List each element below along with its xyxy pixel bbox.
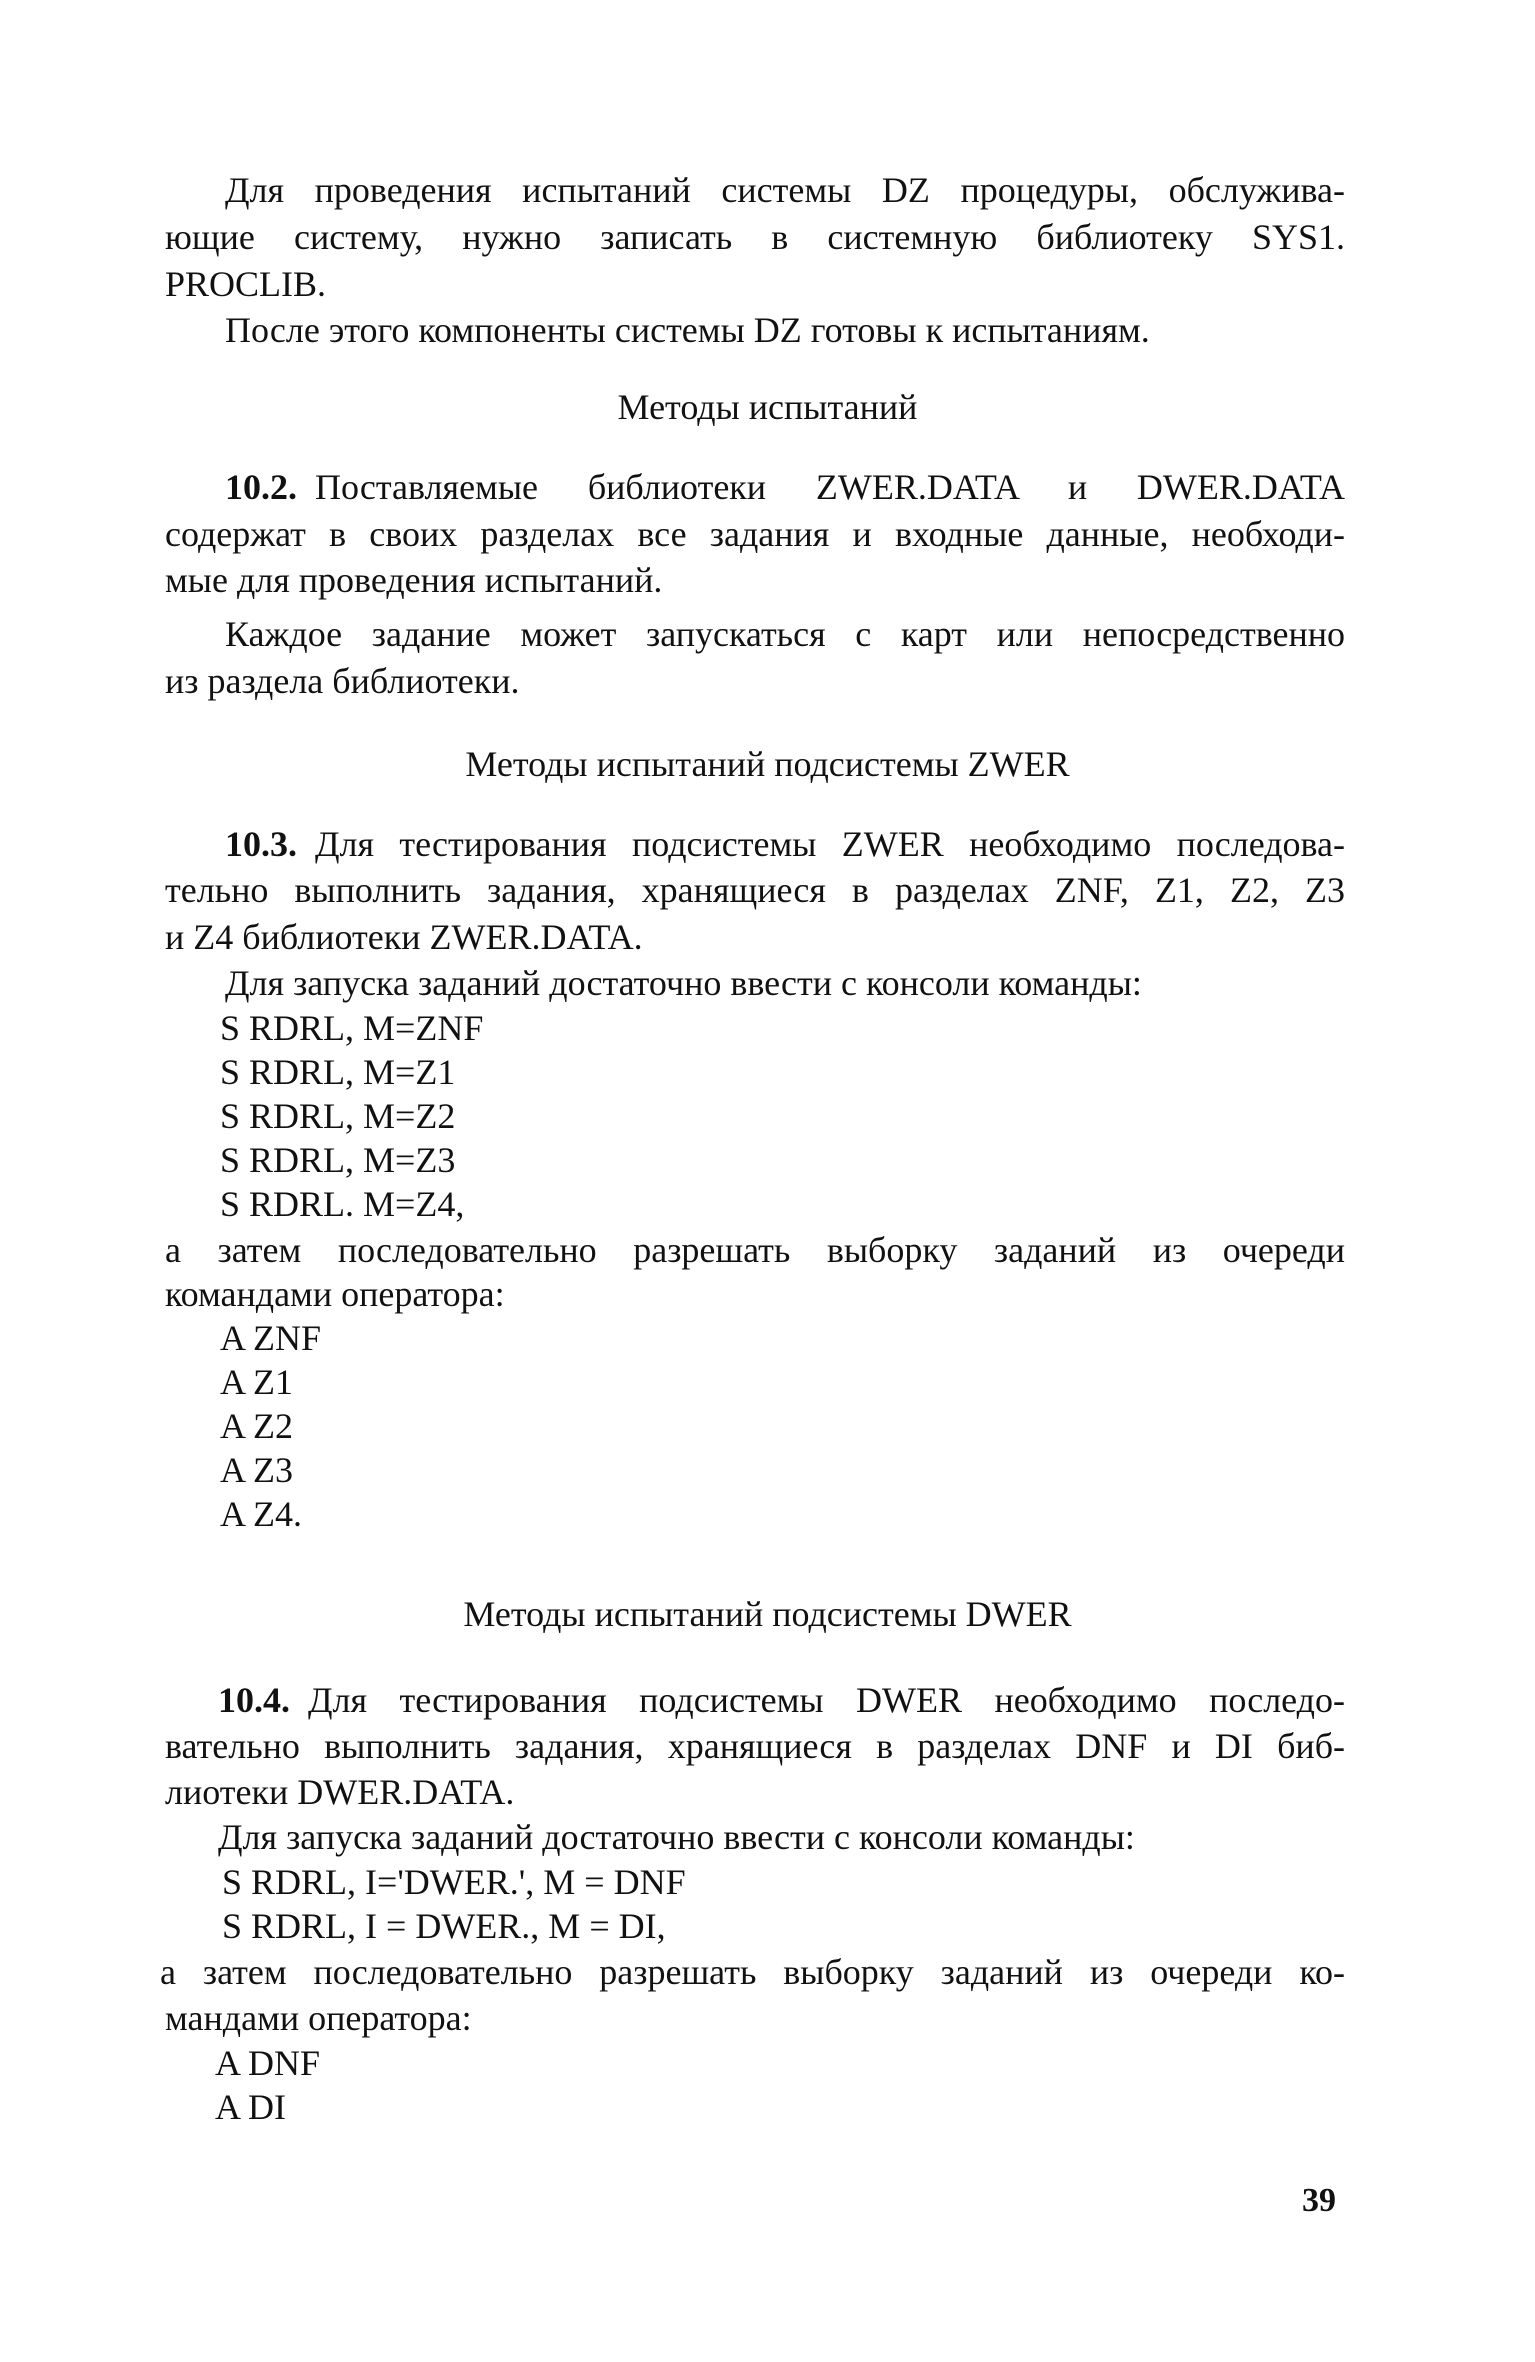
operator-command: A DI	[215, 2087, 286, 2127]
paragraph-2-line-5: из раздела библиотеки.	[165, 661, 520, 701]
section-heading-3: Методы испытаний подсистемы DWER	[463, 1594, 1072, 1634]
operator-command: A ZNF	[220, 1318, 322, 1358]
command-line: S RDRL, I='DWER.', M = DNF	[222, 1862, 686, 1902]
operator-command: A DNF	[215, 2043, 321, 2083]
paragraph-3-line-1	[225, 822, 1345, 866]
paragraph-1-line-1: Для проведения испытаний системы DZ процедуры, обслужива-	[225, 170, 1345, 210]
paragraph-2-line-4: Каждое задание может запускаться с карт или непосредственно	[225, 614, 1345, 654]
section-heading-2: Методы испытаний подсистемы ZWER	[465, 744, 1070, 784]
section-number-10-2: 10.2.	[225, 467, 297, 507]
operator-command: A Z2	[220, 1406, 294, 1446]
operator-command: A Z3	[220, 1450, 294, 1490]
paragraph-1-line-3: PROCLIB.	[165, 264, 327, 304]
command-line: S RDRL, M=ZNF	[220, 1008, 484, 1048]
paragraph-4-line-6: мандами оператора:	[165, 1998, 472, 2038]
paragraph-3-line-4: Для запуска заданий достаточно ввести с консоли команды:	[225, 963, 1142, 1003]
command-line: S RDRL, M=Z2	[220, 1096, 456, 1136]
paragraph-1-line-2: ющие систему, нужно записать в системную библиотеку SYS1.	[165, 217, 1345, 257]
paragraph-3-line-2: тельно выполнить задания, хранящиеся в разделах ZNF, Z1, Z2, Z3	[165, 870, 1345, 910]
command-line: S RDRL, M=Z1	[220, 1052, 456, 1092]
command-line: S RDRL, I = DWER., M = DI,	[222, 1906, 666, 1946]
paragraph-4-line-1	[218, 1678, 1345, 1722]
paragraph-2-line-1-text: Поставляемые библиотеки ZWER.DATA и DWER.DATA	[315, 467, 1345, 507]
section-heading-1: Методы испытаний	[617, 387, 918, 427]
section-number-10-4: 10.4.	[218, 1680, 290, 1720]
paragraph-3-line-5: а затем последовательно разрешать выборку заданий из очереди	[165, 1230, 1345, 1270]
paragraph-2-line-1	[225, 465, 1345, 509]
section-number-10-3: 10.3.	[225, 824, 297, 864]
operator-command: A Z4.	[220, 1494, 303, 1534]
command-line: S RDRL, M=Z3	[220, 1140, 456, 1180]
paragraph-3-line-6: командами оператора:	[165, 1274, 505, 1314]
paragraph-1-line-4: После этого компоненты системы DZ готовы к испытаниям.	[225, 310, 1150, 350]
paragraph-4-line-1-text: Для тестирования подсистемы DWER необходимо последо-	[308, 1680, 1345, 1720]
command-line: S RDRL. M=Z4,	[220, 1184, 465, 1224]
paragraph-4-line-5: а затем последовательно разрешать выборку заданий из очереди ко-	[160, 1952, 1345, 1992]
paragraph-2-line-2: содержат в своих разделах все задания и входные данные, необходи-	[165, 514, 1345, 554]
paragraph-4-line-4: Для запуска заданий достаточно ввести с консоли команды:	[218, 1817, 1135, 1857]
paragraph-3-line-1-text: Для тестирования подсистемы ZWER необходимо последова-	[315, 824, 1345, 864]
paragraph-4-line-2: вательно выполнить задания, хранящиеся в разделах DNF и DI биб-	[165, 1726, 1345, 1766]
page-number: 39	[1302, 2182, 1336, 2219]
paragraph-4-line-3: лиотеки DWER.DATA.	[165, 1772, 515, 1812]
paragraph-3-line-3: и Z4 библиотеки ZWER.DATA.	[165, 917, 643, 957]
operator-command: A Z1	[220, 1362, 294, 1402]
paragraph-2-line-3: мые для проведения испытаний.	[165, 560, 663, 600]
